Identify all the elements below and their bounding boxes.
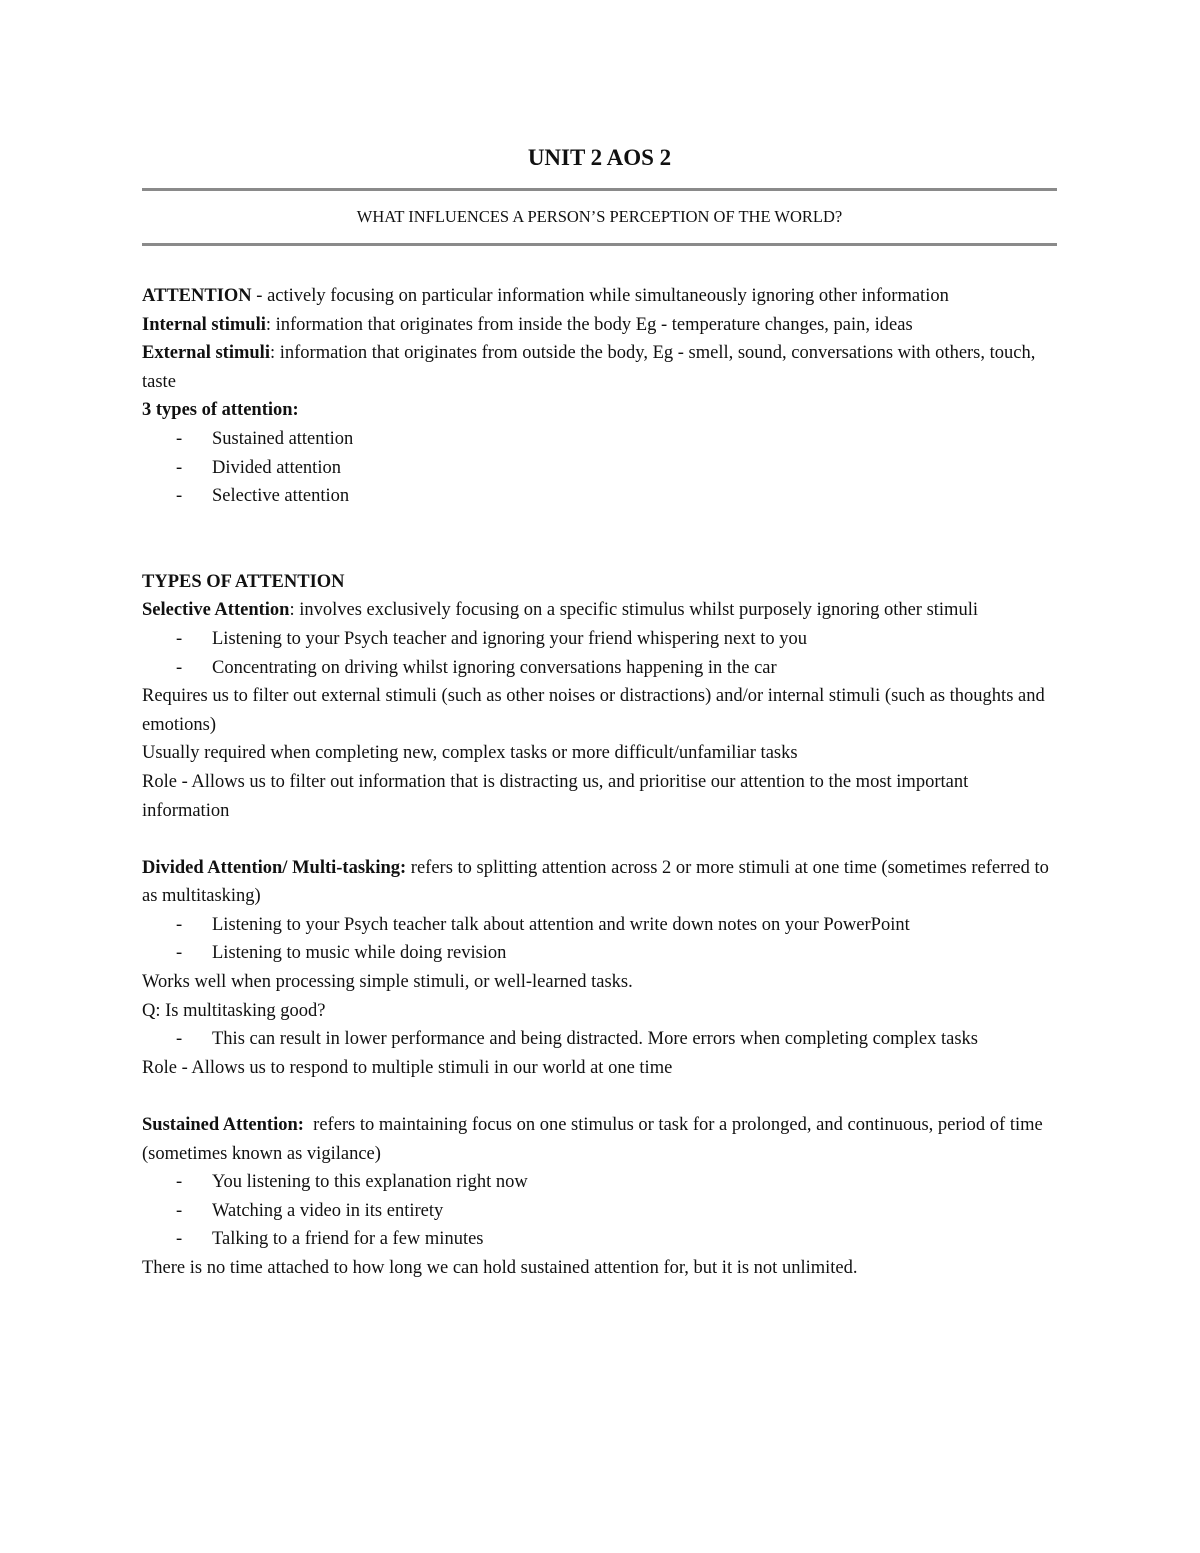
external-stimuli bbox=[142, 339, 1057, 396]
attention-definition-text: - actively focusing on particular information while simultaneously ignoring other information bbox=[251, 286, 949, 306]
document-page bbox=[142, 140, 1057, 1283]
divided-question: Q: Is multitasking good? bbox=[142, 1000, 326, 1021]
external-stimuli-text: : information that originates from outside the body, Eg - smell, sound, conversations with others, touch, taste bbox=[142, 343, 1036, 392]
spacer bbox=[142, 825, 1057, 854]
spacer bbox=[142, 511, 1057, 568]
internal-stimuli-term: Internal stimuli bbox=[142, 314, 266, 335]
list-item: - You listening to this explanation right now bbox=[142, 1168, 1057, 1197]
selective-examples bbox=[142, 625, 1057, 682]
types-heading-text: 3 types of attention: bbox=[142, 400, 299, 421]
sustained-definition-text: refers to maintaining focus on one stimulus or task for a prolonged, and continuous, period of time (sometimes known as vigilance) bbox=[142, 1115, 1048, 1164]
divided-note: Works well when processing simple stimuli, or well-learned tasks. bbox=[142, 972, 633, 993]
attention-definition bbox=[142, 282, 1057, 311]
selective-definition-text: : involves exclusively focusing on a specific stimulus whilst purposely ignoring other stimuli bbox=[289, 600, 978, 621]
types-heading bbox=[142, 396, 1057, 425]
divided-definition-text: refers to splitting attention across 2 or more stimuli at one time (sometimes referred to as multitasking) bbox=[142, 857, 1049, 907]
divider-top bbox=[142, 188, 1057, 191]
internal-stimuli-text: : information that originates from inside the body Eg - temperature changes, pain, ideas bbox=[265, 314, 913, 335]
spacer bbox=[142, 1082, 1057, 1111]
selective-note: Requires us to filter out external stimuli (such as other noises or distractions) and/or internal stimuli (such as thoughts and emotions) bbox=[142, 686, 1045, 735]
selective-note: Usually required when completing new, complex tasks or more difficult/unfamiliar tasks bbox=[142, 743, 798, 764]
spacer bbox=[142, 246, 1057, 282]
divided-definition bbox=[142, 854, 1057, 911]
selective-role: Role - Allows us to filter out information that is distracting us, and prioritise our attention to the most important information bbox=[142, 771, 969, 821]
list-item: - This can result in lower performance and being distracted. More errors when completing complex tasks bbox=[142, 1025, 1057, 1054]
divided-term: Divided Attention/ Multi-tasking: bbox=[142, 857, 407, 878]
divided-role: Role - Allows us to respond to multiple stimuli in our world at one time bbox=[142, 1057, 673, 1078]
list-item: - Listening to music while doing revision bbox=[142, 939, 1057, 968]
sustained-definition bbox=[142, 1111, 1057, 1168]
list-item: - Sustained attention bbox=[142, 425, 1057, 454]
sustained-examples bbox=[142, 1168, 1057, 1254]
list-item: - Divided attention bbox=[142, 454, 1057, 483]
list-item: - Watching a video in its entirety bbox=[142, 1197, 1057, 1226]
selective-definition bbox=[142, 596, 1057, 625]
selective-term: Selective Attention bbox=[142, 600, 290, 621]
section-heading bbox=[142, 568, 1057, 597]
external-stimuli-term: External stimuli bbox=[142, 343, 270, 364]
divided-examples bbox=[142, 911, 1057, 968]
section-heading-text: TYPES OF ATTENTION bbox=[142, 571, 345, 592]
list-item: - Listening to your Psych teacher talk about attention and write down notes on your PowerPoint bbox=[142, 911, 1057, 940]
sustained-term: Sustained Attention: bbox=[142, 1115, 304, 1136]
divided-answers bbox=[142, 1025, 1057, 1054]
list-item: - Concentrating on driving whilst ignoring conversations happening in the car bbox=[142, 654, 1057, 683]
internal-stimuli bbox=[142, 311, 1057, 340]
page-title: UNIT 2 AOS 2 bbox=[527, 145, 672, 170]
page-subtitle: WHAT INFLUENCES A PERSON’S PERCEPTION OF THE WORLD? bbox=[356, 207, 843, 226]
sustained-note: There is no time attached to how long we can hold sustained attention for, but it is not unlimited. bbox=[142, 1258, 858, 1278]
types-list bbox=[142, 425, 1057, 511]
list-item: - Selective attention bbox=[142, 482, 1057, 511]
attention-term: ATTENTION bbox=[142, 286, 252, 306]
list-item: - Talking to a friend for a few minutes bbox=[142, 1225, 1057, 1254]
list-item: - Listening to your Psych teacher and ignoring your friend whispering next to you bbox=[142, 625, 1057, 654]
